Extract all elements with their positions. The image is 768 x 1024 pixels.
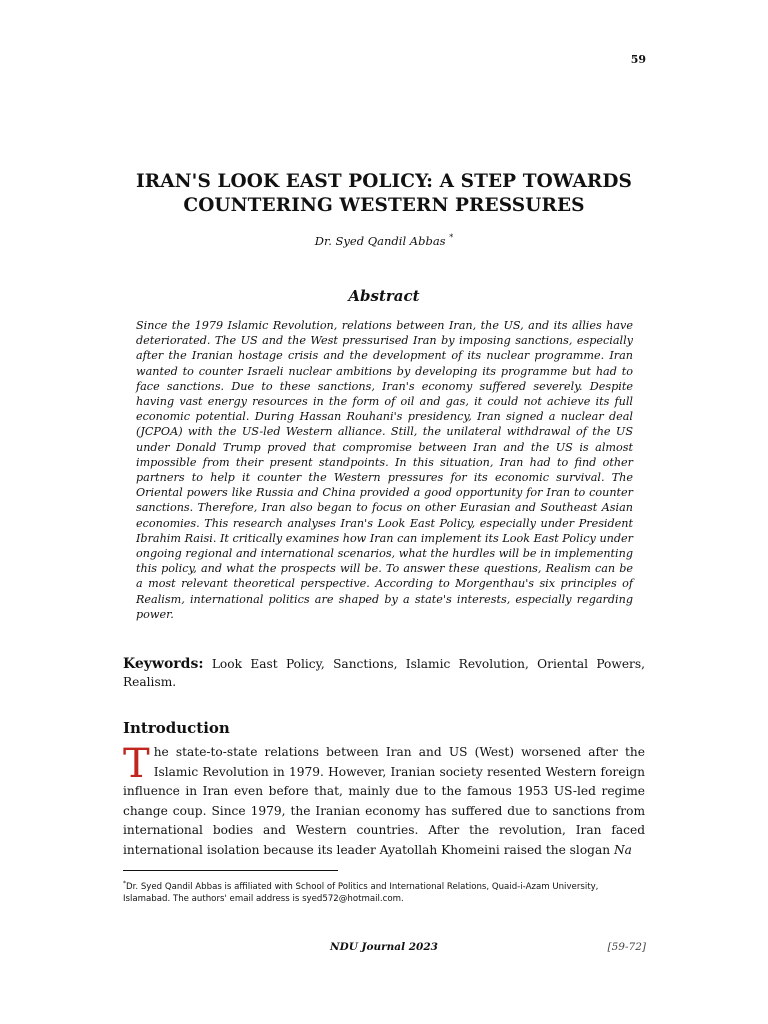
title-line-2: COUNTERING WESTERN PRESSURES bbox=[183, 195, 585, 216]
title-line-1: IRAN'S LOOK EAST POLICY: A STEP TOWARDS bbox=[135, 171, 633, 192]
abstract-heading: Abstract bbox=[348, 287, 420, 305]
footnote-marker: * bbox=[123, 880, 126, 887]
article-title bbox=[100, 170, 668, 218]
introduction-text: he state-to-state relations between Iran and US (West) worsened after the Islamic Revolution in 1979. However, Iranian society resented Western foreign influence in Iran even before that, mainly due to the famous 1953 US-led regime change coup. Since 1979, the Iranian economy has suffered due to sanctions from international bodies and Western countries. After the revolution, Iran faced international isolation because its leader Ayatollah Khomeini raised the slogan bbox=[123, 745, 645, 857]
introduction-paragraph bbox=[123, 743, 645, 861]
page-number: 59 bbox=[630, 53, 646, 66]
keywords bbox=[123, 655, 645, 691]
footer-page-range: [59-72] bbox=[607, 941, 646, 953]
footnote-divider bbox=[123, 870, 338, 871]
abstract-text: Since the 1979 Islamic Revolution, relations between Iran, the US, and its allies have deteriorated. The US and the West pressurised Iran by imposing sanctions, especially after the Iranian hostage crisis and the development of its nuclear programme. Iran wanted to counter Israeli nuclear ambitions by developing its programme but had to face sanctions. Due to these sanctions, Iran's economy suffered severely. Despite having vast energy resources in the form of oil and gas, it could not achieve its full economic potential. During Hassan Rouhani's presidency, Iran signed a nuclear deal (JCPOA) with the US-led Western alliance. Still, the unilateral withdrawal of the US under Donald Trump proved that compromise between Iran and the US is almost impossible from their present standpoints. In this situation, Iran had to find other partners to help it counter the Western pressures for its economic survival. The Oriental powers like Russia and China provided a good opportunity for Iran to counter sanctions. Therefore, Iran also began to focus on other Eurasian and Southeast Asian economies. This research analyses Iran's Look East Policy, especially under President Ibrahim Raisi. It critically examines how Iran can implement its Look East Policy under ongoing regional and international scenarios, what the hurdles will be in implementing this policy, and what the prospects will be. To answer these questions, Realism can be a most relevant theoretical perspective. According to Morgenthau's six principles of Realism, international politics are shaped by a state's interests, especially regarding power. bbox=[136, 319, 633, 621]
author-name: Dr. Syed Qandil Abbas bbox=[314, 233, 446, 248]
author-footnote-marker: * bbox=[449, 233, 454, 242]
author-line bbox=[100, 233, 668, 248]
introduction-trailing-italic: Na bbox=[613, 842, 632, 857]
drop-cap: T bbox=[123, 741, 150, 787]
keywords-label: Keywords: bbox=[123, 656, 204, 672]
keywords-text: Look East Policy, Sanctions, Islamic Revolution, Oriental Powers, Realism. bbox=[123, 657, 645, 689]
footnote bbox=[123, 878, 645, 905]
footer-journal-name: NDU Journal 2023 bbox=[330, 941, 438, 953]
introduction-heading: Introduction bbox=[123, 719, 230, 737]
footnote-text: Dr. Syed Qandil Abbas is affiliated with School of Politics and International Relations, Quaid-i-Azam University, Islamabad. The authors' email address is syed572@hotmail.com. bbox=[123, 881, 599, 904]
